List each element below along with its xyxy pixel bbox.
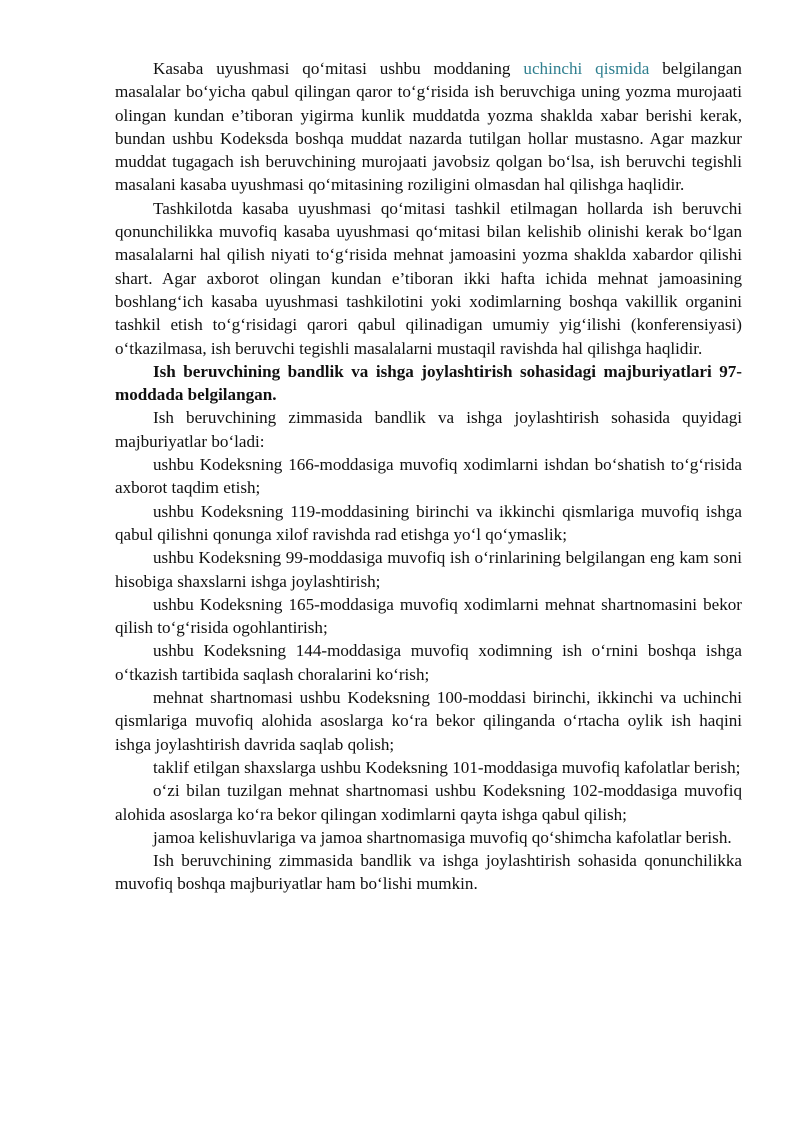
list-item: taklif etilgan shaxslarga ushbu Kodeksning 101-moddasiga muvofiq kafolatlar berish;	[153, 757, 741, 777]
paragraph-obligations-intro: Ish beruvchining zimmasida bandlik va ishga joylashtirish sohasida quyidagi majburiyatlar bo‘ladi:	[115, 408, 742, 451]
paragraph-text-start: Kasaba uyushmasi qo‘mitasi ushbu moddaning	[153, 59, 524, 78]
paragraph-no-trade-union: Tashkilotda kasaba uyushmasi qo‘mitasi tashkil etilmagan hollarda ish beruvchi qonunchilikka muvofiq kasaba uyushmasi qo‘mitasi bilan kelishib olinishi kerak bo‘lgan masalalarni hal qilish niyati to‘g‘risida mehnat jamoasini yozma shaklda xabardor qilishi shart. Agar axborot olingan kundan e’tiboran ikki hafta ichida mehnat jamoasining boshlang‘ich kasaba uyushmasi tashkilotini yoki xodimlarning boshqa vakillik organini tashkil etish to‘g‘risidagi qarori qabul qilinadigan umumiy yig‘ilishi (konferensiyasi) o‘tkazilmasa, ish beruvchi tegishli masalalarni mustaqil ravishda hal qilishga haqlidir.	[115, 198, 742, 358]
paragraph-trade-union-decision	[115, 57, 742, 197]
list-item: ushbu Kodeksning 99-moddasiga muvofiq ish o‘rinlarining belgilangan eng kam soni hisobiga shaxslarni ishga joylashtirish;	[115, 548, 742, 591]
list-item: ushbu Kodeksning 119-moddasining birinchi va ikkinchi qismlariga muvofiq ishga qabul qilishni qonunga xilof ravishda rad etishga yo‘l qo‘ymaslik;	[115, 501, 742, 544]
list-item: jamoa kelishuvlariga va jamoa shartnomasiga muvofiq qo‘shimcha kafolatlar berish.	[153, 827, 732, 847]
list-item: ushbu Kodeksning 165-moddasiga muvofiq xodimlarni mehnat shartnomasini bekor qilish to‘g‘risida ogohlantirish;	[115, 594, 742, 638]
section-heading: Ish beruvchining bandlik va ishga joylashtirish sohasidagi majburiyatlari 97-moddada belgilangan.	[115, 361, 742, 405]
list-item: o‘zi bilan tuzilgan mehnat shartnomasi ushbu Kodeksning 102-moddasiga muvofiq alohida asoslarga ko‘ra bekor qilingan xodimlarni qayta ishga qabul qilish;	[115, 781, 742, 824]
paragraph-closing: Ish beruvchining zimmasida bandlik va ishga joylashtirish sohasida qonunchilikka muvofiq boshqa majburiyatlar ham bo‘lishi mumkin.	[115, 851, 742, 894]
list-item: ushbu Kodeksning 166-moddasiga muvofiq xodimlarni ishdan bo‘shatish to‘g‘risida axborot taqdim etish;	[115, 455, 742, 498]
list-item: mehnat shartnomasi ushbu Kodeksning 100-moddasi birinchi, ikkinchi va uchinchi qismlariga muvofiq alohida asoslarga ko‘ra bekor qilinganda o‘rtacha oylik ish haqini ishga joylashtirish davrida saqlab qolish;	[115, 688, 742, 754]
list-item: ushbu Kodeksning 144-moddasiga muvofiq xodimning ish o‘rnini boshqa ishga o‘tkazish tartibida saqlash choralarini ko‘rish;	[115, 641, 742, 684]
paragraph-text-end: belgilangan masalalar bo‘yicha qabul qilingan qaror to‘g‘risida ish beruvchiga uning yozma murojaati olingan kundan e’tiboran yigirma kunlik muddatda yozma shaklda xabar berishi kerak, bundan ushbu Kodeksda boshqa muddat nazarda tutilgan hollar mustasno. Agar mazkur muddat tugagach ish beruvchining murojaati javobsiz qolgan bo‘lsa, ish beruvchi tegishli masalani kasaba uyushmasi qo‘mitasining roziligini olmasdan hal qilishga haqlidir.	[115, 59, 742, 195]
link-third-part[interactable]: uchinchi qismida	[523, 59, 650, 78]
document-page	[115, 57, 742, 896]
